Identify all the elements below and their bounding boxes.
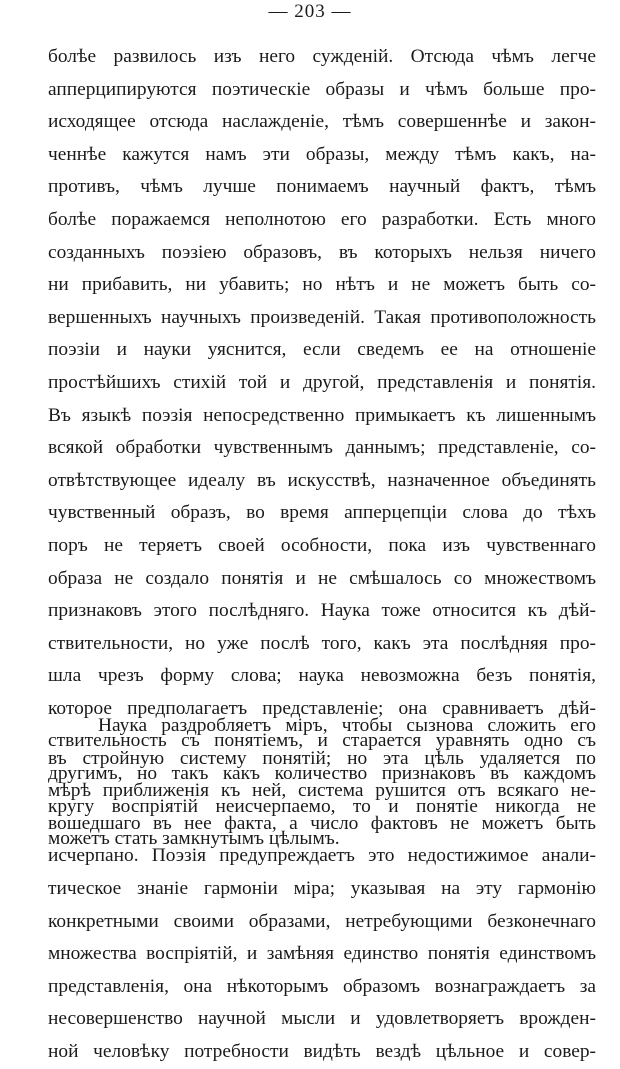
text-line: конкретными своими образами, нетребующими безконечнаго: [48, 910, 596, 932]
text-line: апперципируются поэтическіе образы и чѣмъ больше про-: [48, 78, 596, 100]
text-line: вошедшаго въ нее факта, а число фактовъ не можетъ быть: [48, 812, 596, 834]
paragraph-2: [48, 710, 596, 1069]
page-number: — 203 —: [268, 1, 352, 22]
text-line: ченнѣе кажутся намъ эти образы, между тѣмъ какъ, на-: [48, 143, 596, 165]
text-line: несовершенство научной мысли и удовлетворяетъ врожден-: [48, 1008, 596, 1030]
text-line: ни прибавить, ни убавить; но нѣтъ и не можетъ быть со-: [48, 274, 596, 296]
text-line: поэзіи и науки уяснится, если сведемъ ее на отношеніе: [48, 339, 596, 361]
text-line: противъ, чѣмъ лучше понимаемъ научный фактъ, тѣмъ: [48, 176, 596, 198]
text-line: признаковъ этого послѣдняго. Наука тоже относится къ дѣй-: [48, 600, 596, 622]
text-line: можетъ стать замкнутымъ цѣлымъ.: [48, 828, 340, 850]
text-line: ной человѣку потребности видѣть вездѣ цѣльное и совер-: [48, 1040, 596, 1062]
text-line: болѣе поражаемся неполнотою его разработки. Есть много: [48, 208, 596, 230]
text-line: созданныхъ поэзіею образовъ, въ которыхъ нельзя ничего: [48, 241, 596, 263]
text-line: которое предполагаетъ представленіе; она сравниваетъ дѣй-: [48, 697, 596, 719]
text-line: вершенныхъ научныхъ произведеній. Такая противоположность: [48, 306, 596, 328]
text-line: множества воспріятій, и замѣняя единство понятія единствомъ: [48, 943, 596, 965]
text-line: мѣрѣ приближенія къ ней, система рушится отъ всякаго не-: [48, 780, 596, 802]
text-line: образа не создало понятія и не смѣшалось со множествомъ: [48, 567, 596, 589]
text-line: чувственный образъ, во время апперцепціи слова до тѣхъ: [48, 502, 596, 524]
text-line: простѣйшихъ стихій той и другой, представленія и понятія.: [48, 371, 596, 393]
text-line: поръ не теряетъ своей особности, пока изъ чувственнаго: [48, 534, 596, 556]
text-line: ствительности, но уже послѣ того, какъ эта послѣдняя про-: [48, 632, 596, 654]
text-line: всякой обработки чувственнымъ даннымъ; представленіе, со-: [48, 437, 596, 459]
text-line: шла чрезъ форму слова; наука невозможна безъ понятія,: [48, 665, 596, 687]
text-line: Наука раздробляетъ міръ, чтобы сызнова сложить его: [98, 715, 596, 736]
text-line: Въ языкѣ поэзія непосредственно примыкаетъ къ лишеннымъ: [48, 404, 596, 426]
text-line: представленія, она нѣкоторымъ образомъ вознаграждаетъ за: [48, 975, 596, 997]
text-line: исходящее отсюда наслажденіе, тѣмъ совершеннѣе и закон-: [48, 111, 596, 133]
text-line: другимъ, но такъ какъ количество признаковъ въ каждомъ: [48, 763, 596, 785]
text-line: болѣе развилось изъ него сужденій. Отсюда чѣмъ легче: [48, 46, 596, 67]
text-line: тическое знаніе гармоніи міра; указывая на эту гармонію: [48, 877, 596, 899]
text-line: въ стройную систему понятій; но эта цѣль удаляется по: [48, 747, 596, 769]
text-line: отвѣтствующее идеалу въ искусствѣ, назначенное объединять: [48, 469, 596, 491]
text-line: ствительность съ понятіемъ, и старается уравнять одно съ: [48, 730, 596, 752]
text-line: исчерпано. Поэзія предупреждаетъ это недостижимое анали-: [48, 845, 596, 867]
text-line: кругу воспріятій неисчерпаемо, то и понятіе никогда не: [48, 795, 596, 817]
